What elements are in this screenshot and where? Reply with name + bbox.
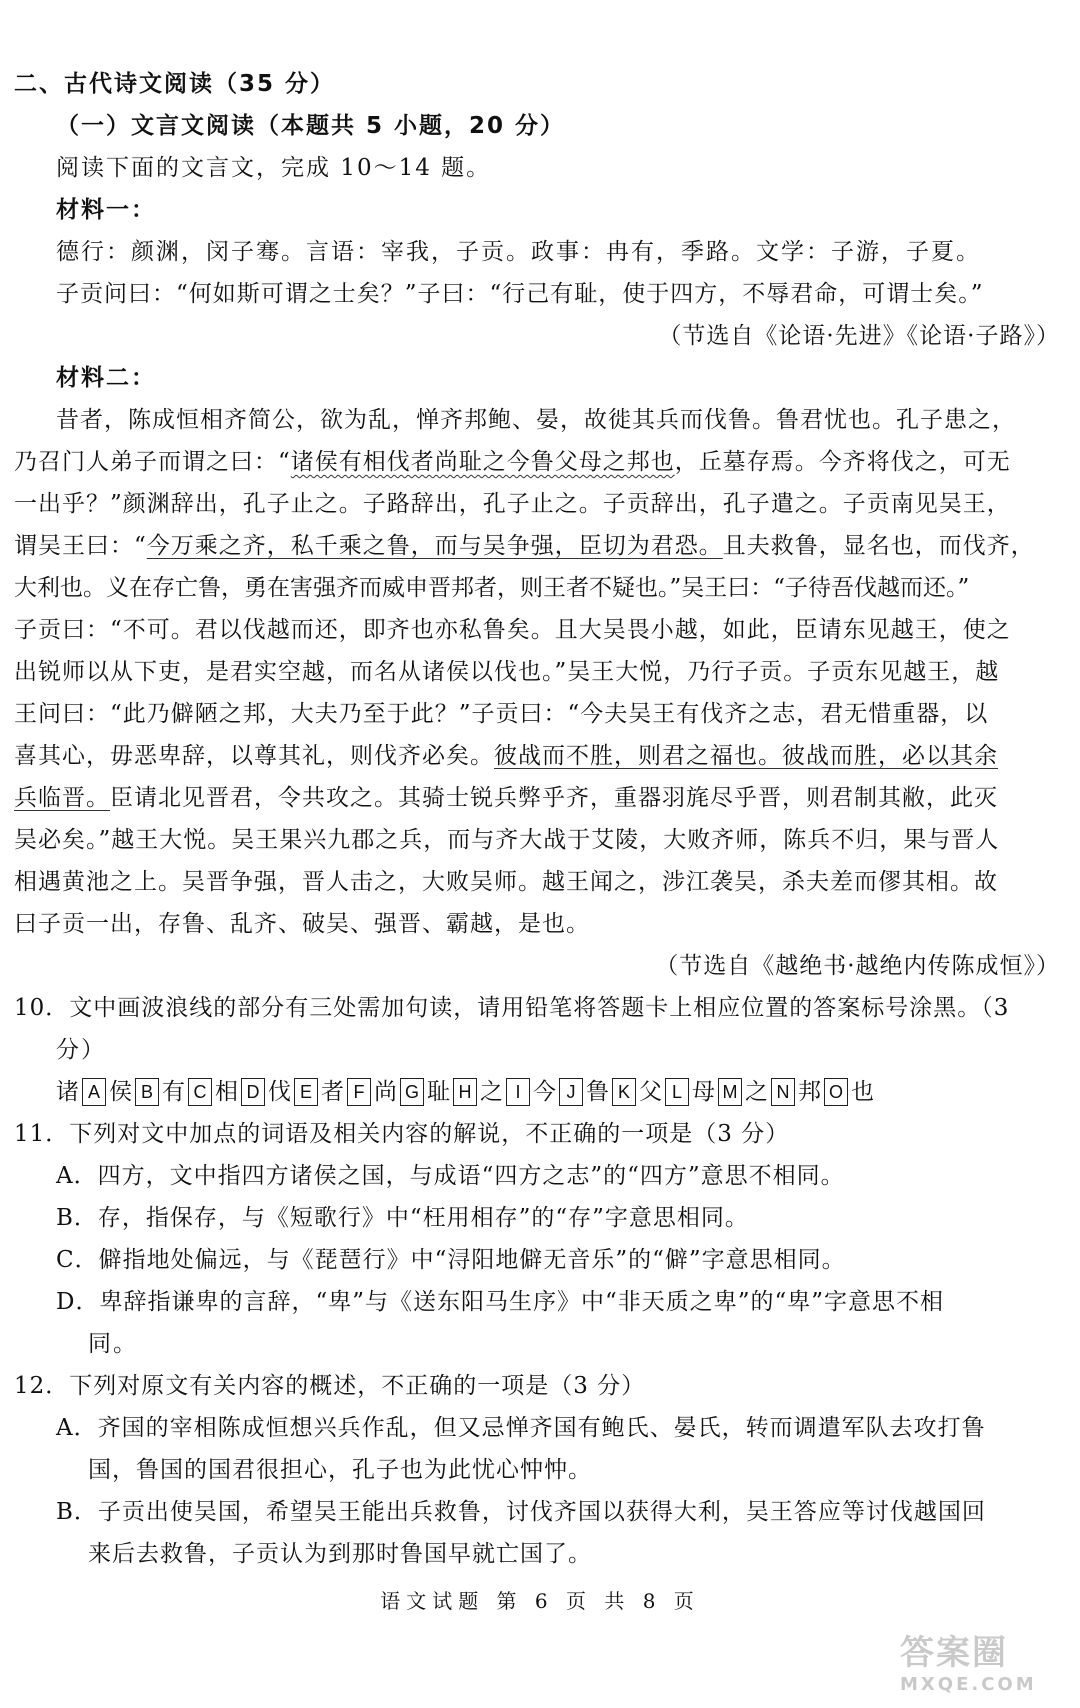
option-a: A．齐国的宰相陈成恒想兴兵作乱，但又忌惮齐国有鲍氏、晏氏，转而调遣军队去攻打鲁 <box>56 1415 986 1441</box>
material2-line <box>14 740 998 772</box>
answer-box-m[interactable]: M <box>718 1078 742 1106</box>
question-10 <box>14 992 1009 1024</box>
sequence-character: 相 <box>215 1079 238 1105</box>
material2-text: 乃召门人弟子而谓之曰：“ <box>14 449 291 475</box>
material2-line: 曰子贡一出，存鲁、乱齐、破吴、强晋、霸越，是也。 <box>14 911 590 937</box>
material2-source: （节选自《越绝书·越绝内传陈成恒》） <box>655 953 1060 979</box>
material2-line <box>14 782 998 814</box>
question-11 <box>14 1118 789 1150</box>
answer-box-f[interactable]: F <box>347 1078 371 1106</box>
section-title: 二、古代诗文阅读（35 分） <box>14 71 336 97</box>
answer-box-d[interactable]: D <box>241 1078 265 1106</box>
question-number: 11． <box>14 1121 70 1147</box>
answer-box-b[interactable]: B <box>135 1078 159 1106</box>
answer-box-i[interactable]: I <box>506 1078 530 1106</box>
answer-box-g[interactable]: G <box>400 1078 424 1106</box>
watermark-logo-text: 答案圈 <box>900 1633 1008 1673</box>
sequence-character: 侯 <box>109 1079 132 1105</box>
material2-line: 昔者，陈成恒相齐简公，欲为乱，惮齐邦鲍、晏，故徙其兵而伐鲁。鲁君忧也。孔子患之， <box>56 407 1016 433</box>
question-12 <box>14 1370 645 1402</box>
question-text: 文中画波浪线的部分有三处需加句读，请用铅笔将答题卡上相应位置的答案标号涂黑。（3 <box>69 995 1010 1021</box>
material1-label: 材料一： <box>56 197 156 223</box>
option-b: B．存，指保存，与《短歌行》中“枉用相存”的“存”字意思相同。 <box>56 1205 749 1231</box>
material2-line: 吴必矣。”越王大悦。吴王果兴九郡之兵，而与齐大战于艾陵，大败齐师，陈兵不归，果与晋人 <box>14 827 1000 853</box>
material1-line: 德行：颜渊，闵子骞。言语：宰我，子贡。政事：冉有，季路。文学：子游，子夏。 <box>56 239 981 265</box>
sequence-character: 者 <box>321 1079 344 1105</box>
answer-box-k[interactable]: K <box>612 1078 636 1106</box>
site-watermark <box>900 1625 1070 1697</box>
answer-box-o[interactable]: O <box>824 1078 848 1106</box>
material2-line <box>14 446 1011 478</box>
answer-box-n[interactable]: N <box>771 1078 795 1106</box>
sequence-character: 耻 <box>427 1079 450 1105</box>
sequence-character: 鲁 <box>586 1079 609 1105</box>
sequence-character: 之 <box>745 1079 768 1105</box>
material2-line: 出锐师以从下吏，是君实空越，而名从诸侯以伐也。”吴王大悦，乃行子贡。子贡东见越王，越 <box>14 659 1000 685</box>
option-b-continued: 来后去救鲁，子贡认为到那时鲁国早就亡国了。 <box>88 1541 592 1567</box>
question-number: 12． <box>14 1373 70 1399</box>
option-d: D．卑辞指谦卑的言辞，“卑”与《送东阳马生序》中“非天质之卑”的“卑”字意思不相 <box>56 1289 944 1315</box>
underlined-sentence: 今万乘之齐，私千乘之鲁，而与吴争强，臣切为君恐。 <box>146 533 723 559</box>
answer-box-c[interactable]: C <box>188 1078 212 1106</box>
underlined-sentence: 彼战而不胜，则君之福也。彼战而胜，必以其余 <box>494 743 998 769</box>
answer-box-a[interactable]: A <box>82 1078 106 1106</box>
material2-line: 王问曰：“此乃僻陋之邦，大夫乃至于此？”子贡曰：“今夫吴王有伐齐之志，君无惜重器，以 <box>14 701 989 727</box>
material2-line: 一出乎？”颜渊辞出，孔子止之。子路辞出，孔子止之。子贡辞出，孔子遣之。子贡南见吴王， <box>14 491 1011 517</box>
material2-line: 相遇黄池之上。吴晋争强，晋人击之，大败吴师。越王闻之，涉江袭吴，杀夫差而僇其相。故 <box>14 869 998 895</box>
underlined-sentence: 兵临晋。 <box>14 785 110 811</box>
sequence-character: 尚 <box>374 1079 397 1105</box>
sequence-character: 之 <box>480 1079 503 1105</box>
option-b: B．子贡出使吴国，希望吴王能出兵救鲁，讨伐齐国以获得大利，吴王答应等讨伐越国回 <box>56 1499 986 1525</box>
material2-label: 材料二： <box>56 365 156 391</box>
page-footer: 语文试题 第 6 页 共 8 页 <box>380 1589 700 1613</box>
sequence-character: 母 <box>692 1079 715 1105</box>
sequence-character: 有 <box>162 1079 185 1105</box>
material1-source: （节选自《论语·先进》《论语·子路》） <box>658 323 1060 349</box>
instruction: 阅读下面的文言文，完成 10～14 题。 <box>56 155 492 181</box>
punctuation-answer-sequence <box>56 1076 874 1108</box>
sub-title: （一）文言文阅读（本题共 5 小题，20 分） <box>56 113 566 139</box>
sequence-character: 伐 <box>268 1079 291 1105</box>
question-text: 下列对文中加点的词语及相关内容的解说，不正确的一项是（3 分） <box>69 1121 790 1147</box>
question-number: 10． <box>14 995 70 1021</box>
question-text: 下列对原文有关内容的概述，不正确的一项是（3 分） <box>69 1373 646 1399</box>
material2-line <box>14 530 1035 562</box>
option-d-continued: 同。 <box>88 1331 138 1357</box>
answer-box-l[interactable]: L <box>665 1078 689 1106</box>
answer-box-h[interactable]: H <box>453 1078 477 1106</box>
material2-line: 子贡曰：“不可。君以伐越而还，即齐也亦私鲁矣。且大吴畏小越，如此，臣请东见越王，使之 <box>14 617 1011 643</box>
option-a-continued: 国，鲁国的国君很担心，孔子也为此忧心忡忡。 <box>88 1457 592 1483</box>
answer-box-j[interactable]: J <box>559 1078 583 1106</box>
sequence-character: 父 <box>639 1079 662 1105</box>
sequence-character: 今 <box>533 1079 556 1105</box>
sequence-character: 诸 <box>56 1079 79 1105</box>
option-c: C．僻指地处偏远，与《琵琶行》中“浔阳地僻无音乐”的“僻”字意思相同。 <box>56 1247 846 1273</box>
watermark-url: MXQE.COM <box>900 1674 1037 1695</box>
sequence-character: 也 <box>851 1079 874 1105</box>
sequence-character: 邦 <box>798 1079 821 1105</box>
material2-text: 且夫救鲁，显名也，而伐齐， <box>722 533 1035 559</box>
material2-text: 喜其心，毋恶卑辞，以尊其礼，则伐齐必矣。 <box>14 743 494 769</box>
material2-text: 谓吴王曰：“ <box>14 533 147 559</box>
material1-line: 子贡问曰：“何如斯可谓之士矣？”子曰：“行己有耻，使于四方，不辱君命，可谓士矣。” <box>56 281 984 307</box>
material2-text: ，丘墓存焉。今齐将伐之，可无 <box>674 449 1011 475</box>
answer-box-e[interactable]: E <box>294 1078 318 1106</box>
question-10-continued: 分） <box>56 1037 106 1063</box>
material2-line: 大利也。义在存亡鲁，勇在害强齐而威申晋邦者，则王者不疑也。”吴王曰：“子待吾伐越而还。” <box>14 575 970 601</box>
material2-text: 臣请北见晋君，令共攻之。其骑士锐兵弊乎齐，重器羽旄尽乎晋，则君制其敝，此灭 <box>110 785 998 811</box>
option-a: A．四方，文中指四方诸侯之国，与成语“四方之志”的“四方”意思不相同。 <box>56 1163 845 1189</box>
wavy-underline-passage: 诸侯有相伐者尚耻之今鲁父母之邦也 <box>290 449 675 475</box>
